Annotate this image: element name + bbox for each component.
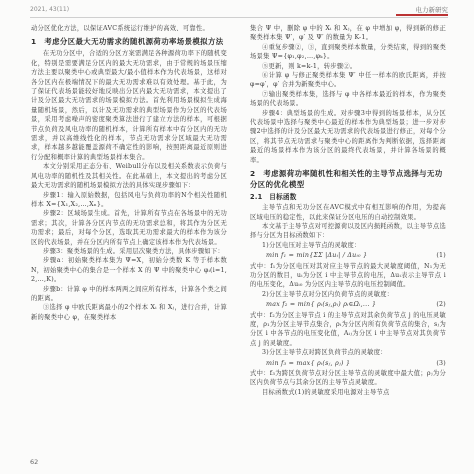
equation-2-body: max f₂ = min{ ρᵢ(sⱼ,ρᵢ) ρᵢ∈Ωᵢ,... } xyxy=(266,301,377,309)
step-3f: ⑥计算 φ 与修正聚类样本集 Ψ′ 中任一样本的欧氏距离，并按 φ=φ′，φ′ 合并为新聚类中心。 xyxy=(250,72,446,89)
section-1-title: 1 考虑分区最大无功需求的随机源荷功率场景模拟方法 xyxy=(31,37,224,47)
paragraph: 主导节点和无功分区在AVC模式中有相互影响的作用，为提高区域电压的稳定性，以此来保证分区电压的自动控制效果。 xyxy=(250,204,446,221)
step-3: 步骤3：聚类场景的生成。采用层次聚类方法，具体步骤如下： xyxy=(43,247,225,255)
paragraph: 在无功分区中，合适的分区方案需满足各种源荷功率下的随机变化，特别是需要满足分区内的最大无功需求，由于常规的场景压缩方法主要以聚类中心或典型最大/最小值样本作为代表场景，这样对各分区内在极端情况下的最大无功需求难以有效处理。基于此，为了保证代表场景能较好地反映出分区内最大无功需求，本文提出了计及分区最大无功需求的场景模拟方法。首先利用场景模拟生成海量随机场景，然后，以计及无功需求的典型场景作为分区的代表场景，采用考虑噪声的密度聚类算法进行了建立方法的样本，可根据节点负荷及风电功率的随机样本，计算所有样本中有分区内的无功需求，并以高维线性化的样本，节点无功需求分区域最大无功需求，样本越多越能覆盖源荷不确定性的影响，按照距离最近原则进行分配和概率计算的典型场景样本集合。 xyxy=(31,50,227,161)
step-2: 步骤2：区域场景生成。首先，计算所有节点在各场景中的无功需求；其次，计算各分区内节点的无功需求总和，将其作为分区无功需求；最后，对每个分区，选取其无功需求最大的样本作为该分区的代表场景，并在分区内所有节点上确定该样本作为代表场景。 xyxy=(31,210,227,246)
paragraph: 集合 Ψ 中，删除 φ 中的 Xᵢ 和 Xⱼ，在 φ 中增加 φ，得到新的修正聚类样本集 Ψ′，φ′ 及 Ψ′ 的数量为 K-1。 xyxy=(250,25,446,42)
paragraph: 本文基于主导节点对可控源荷以及区内损耗函数，以主导节点选择与分区为目标函数如下： xyxy=(250,222,446,240)
journal-section: 电力新研究 xyxy=(415,6,448,14)
equation-3-number: (3) xyxy=(436,359,446,367)
subsection-2-1-title: 2.1 目标函数 xyxy=(250,193,297,202)
equation-1-body: min f₁ = min{ΣΣ |Δuᵢ| / Δuᵢ₀ } xyxy=(266,252,368,260)
step-3g: ⑦输出聚类样本集，选择与 φ 中各样本最近的样本，作为聚类场景的代表场景。 xyxy=(250,90,446,108)
equation-2 xyxy=(250,300,446,309)
paragraph: 目标函数式(1)的灵敏度采用电源对主导节点 xyxy=(262,388,390,396)
equation-2-explanation: 式中：f₂为分区主导节点 i 的主导节点对其余负荷节点 j 的电压灵敏度，ρ₁为分区主导节点集合，ρᵢ为分区内所有负荷节点的集合，sⱼ为分区 i 中各节点的电压变化值，Aᵢⱼ为分区 i 中主导节点对其负荷节点 j 的灵敏度。 xyxy=(250,311,446,347)
header-divider xyxy=(30,17,448,18)
page-number: 62 xyxy=(30,458,39,466)
equation-1 xyxy=(250,251,446,260)
issue-info: 2021, 43(11) xyxy=(30,6,70,13)
right-column xyxy=(250,24,446,397)
page-header xyxy=(0,0,474,20)
step-3c: ③选择 φ 中欧氏距离最小的2个样本 Xᵢ 和 Xⱼ，进行合并，计算新的聚类中心 φ，在聚类样本 xyxy=(31,304,227,321)
equation-3-body: min f₃ = max{ ρᵢ(sⱼ, ρⱼ) } xyxy=(266,359,351,367)
equation-2-number: (2) xyxy=(436,301,446,309)
step-3e: ⑤更新，则 k=k-1，转步骤②。 xyxy=(262,62,357,70)
equation-3-explanation: 式中：f₃为跨区负荷节点对分区主导节点的灵敏度中最大值；ρⱼ为分区内负荷节点与其余分区的主导节点灵敏度。 xyxy=(250,370,446,387)
objective-item-3: 3)分区主导节点对跨区负荷节点的灵敏度： xyxy=(262,349,387,357)
header-accent-bar xyxy=(396,14,448,16)
equation-1-number: (1) xyxy=(436,252,446,260)
step-1: 步骤1：输入原始数据，包括风电与负荷功率的N个相关性随机样本 X={X₁,X₂,…,Xₙ}。 xyxy=(31,191,227,208)
objective-item-2: 2)分区主导节点对分区内负荷节点的灵敏度： xyxy=(262,290,394,298)
step-4: 步骤4：典型场景的生成。对步骤3中得到的场景样本，从分区代表场景中选择与聚类中心最近的样本作为典型场景；进一步对步骤2中选择的计及分区最大无功需求的代表场景进行修正，对每个分区，将其节点无功需求与聚类中心的距离作为判断依据，选择距离最近的场景样本作为该分区的最终代表场景，并计算各场景的概率。 xyxy=(250,109,446,164)
intro-text: 动分区优化方法，以保证AVC系统运行维护的高效、可靠性。 xyxy=(31,25,210,32)
step-3d: ④重复步骤②，③，直到聚类样本数量，分类结束，得到的聚类场景集 Ψ={φ₁,φ₂,…,φₖ}。 xyxy=(250,43,446,61)
equation-1-explanation: 式中：f₁为分区电压对其对应主导节点的最大灵敏度阈值，N₁为无功分区的数目，uᵢ为分区 i 中主导节点的电压，Δuᵢ表示主导节点 i 的电压变化，Δuᵢ₀ 为分区内主导节点的电压控制阈值。 xyxy=(250,262,446,289)
step-3b: 步骤b：计算 φ 中的样本两两之间应所有样本，计算各个类之间的距离。 xyxy=(31,285,227,302)
left-column xyxy=(31,24,227,322)
objective-item-1: 1)分区电压对主导节点的灵敏度： xyxy=(262,241,361,249)
section-2-title: 2 考虑源荷功率随机性和相关性的主导节点选择与无功分区的优化模型 xyxy=(250,169,443,190)
step-3a: 步骤a：初始聚类样本集为 Ψ=X，初始分类数 K 等于样本数 N，初始聚类中心的集合是一个样本 X 的 Ψ 中的聚类中心 φᵢ(i=1,2,…,K)。 xyxy=(31,257,227,284)
equation-3 xyxy=(250,359,446,368)
paragraph: 本文分别采用正态分布、Weibull分布以及相关系数表示负荷与风电功率的随机性及其相关性。在此基础上，本文提出的考虑分区最大无功需求的随机场景模拟方法的具体实现步骤如下： xyxy=(31,163,227,190)
